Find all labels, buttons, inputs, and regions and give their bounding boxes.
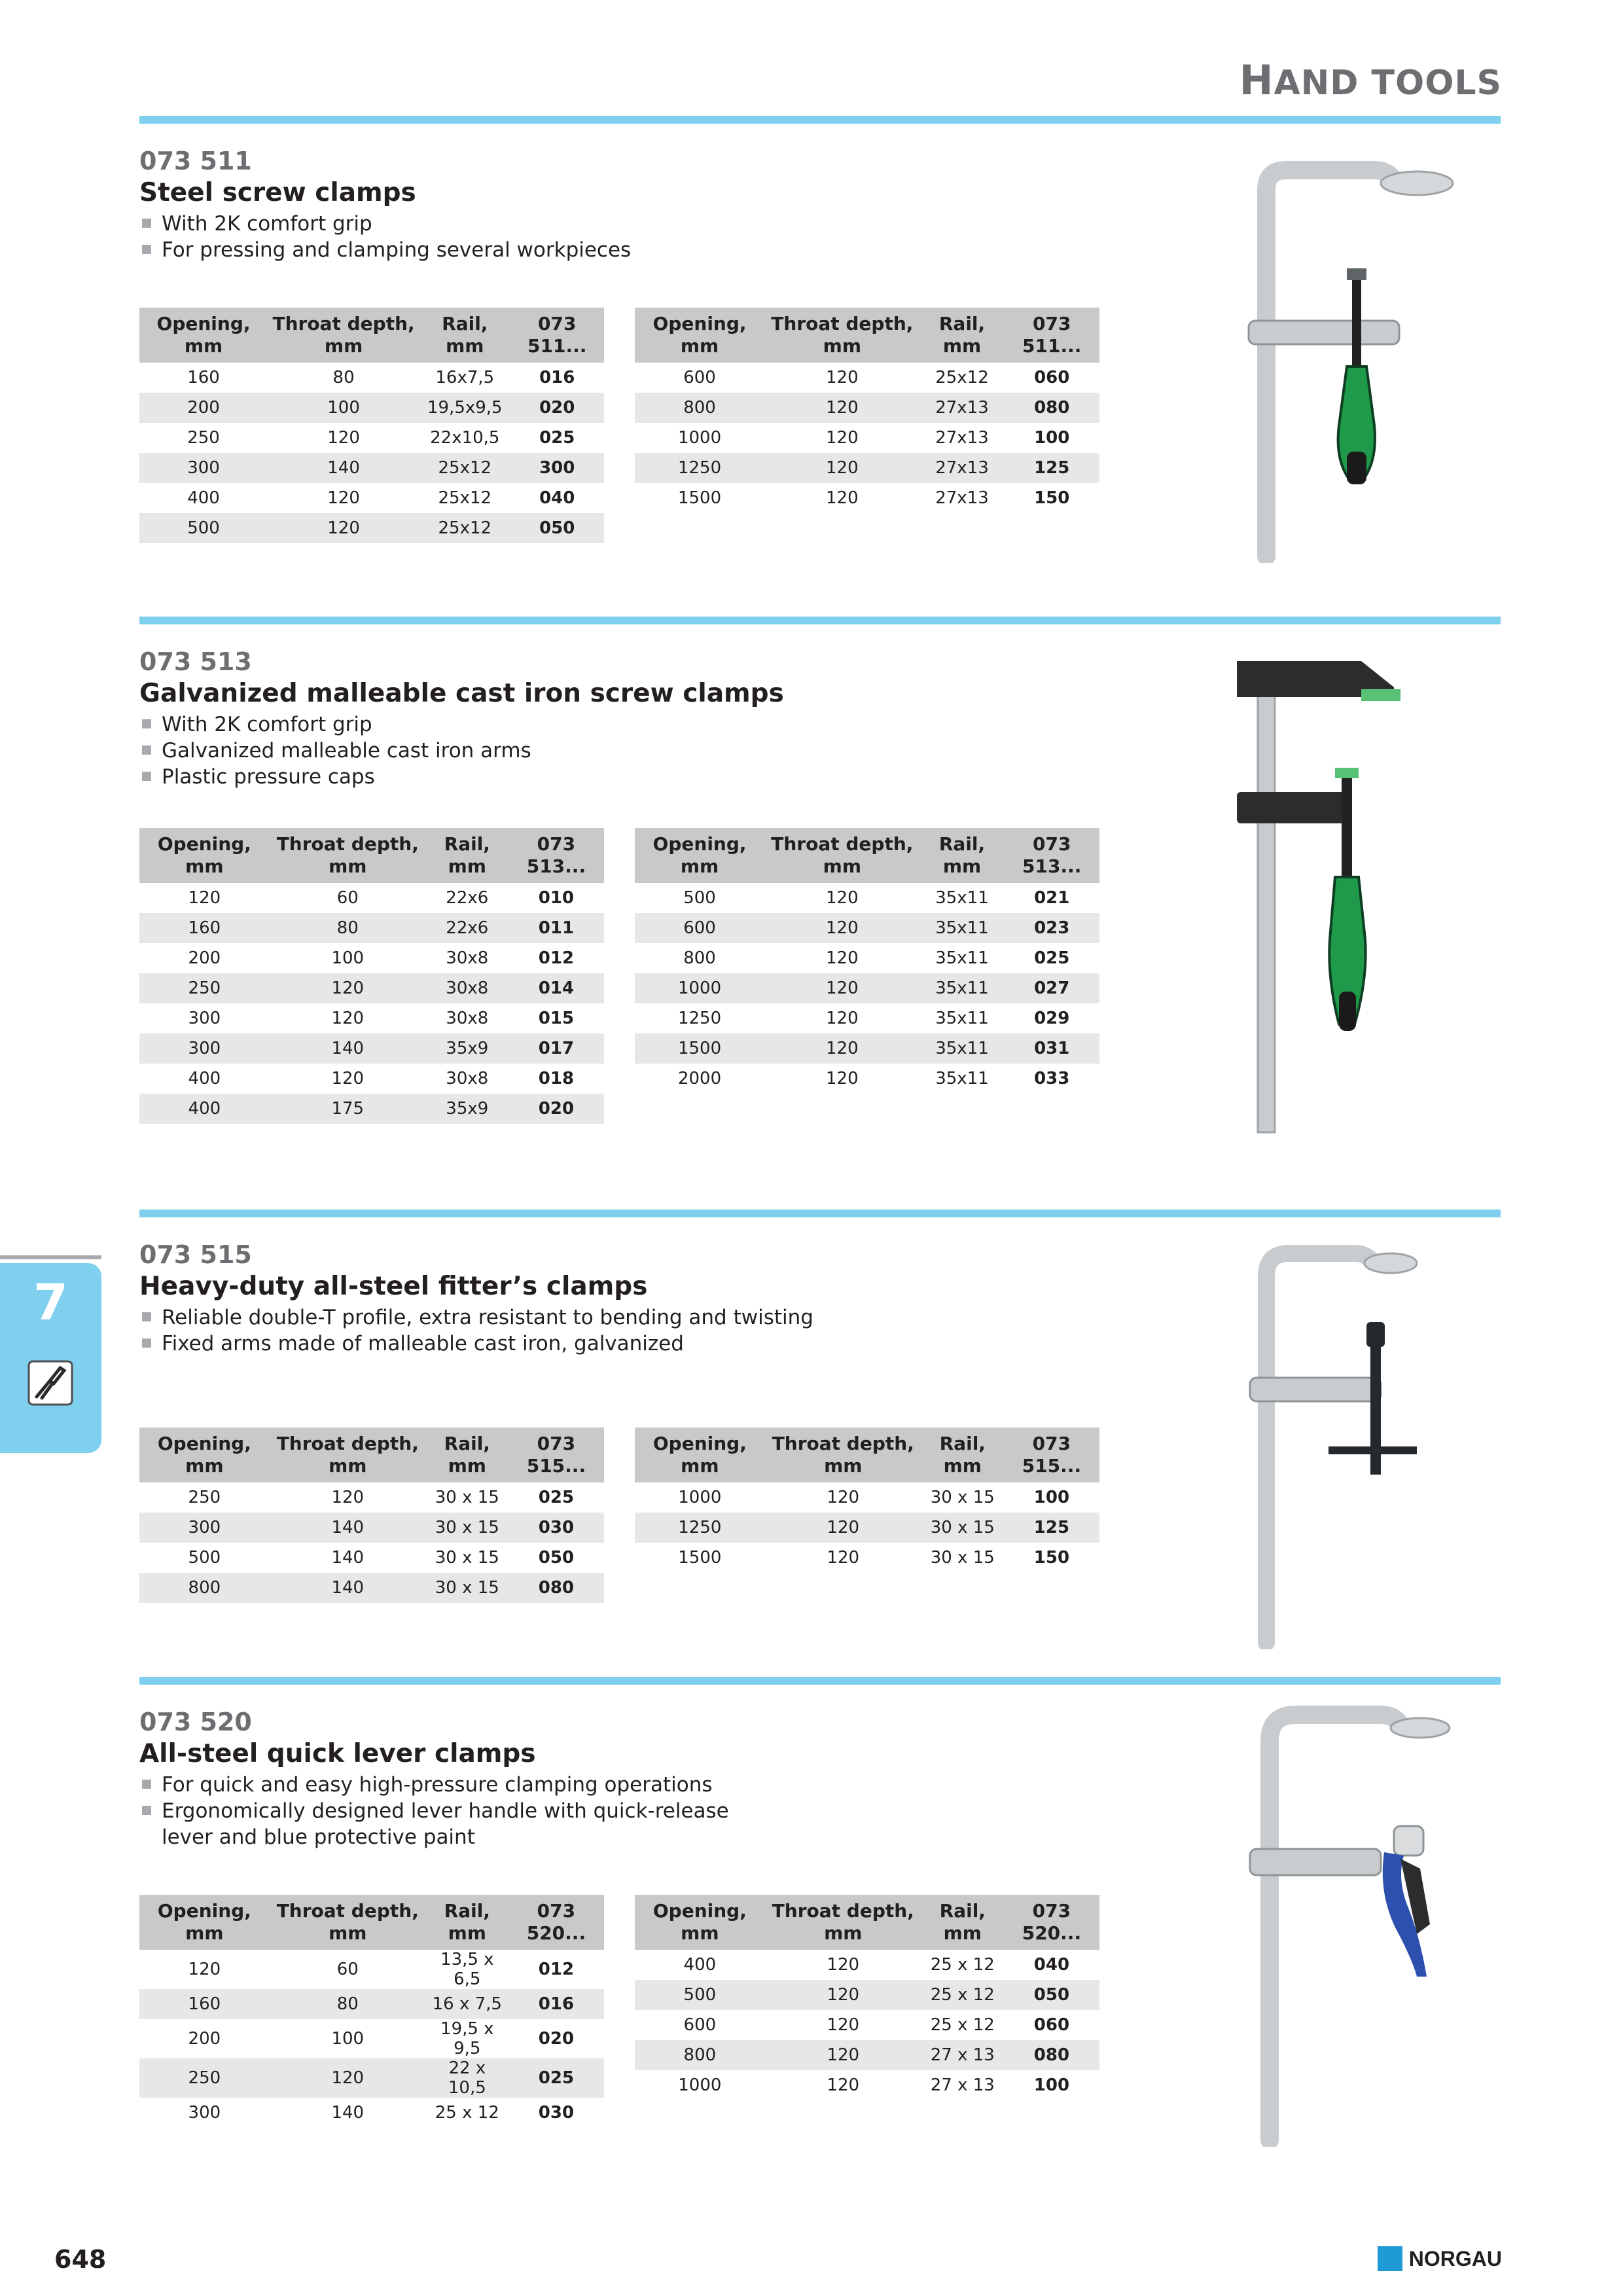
table-cell: 200 xyxy=(188,2029,221,2049)
table-cell: 200 xyxy=(139,393,268,423)
article-number-cell: 150 xyxy=(1034,488,1070,508)
table-cell: 120 xyxy=(331,1488,365,1507)
table-cell: 120 xyxy=(268,513,419,543)
table-cell: 500 xyxy=(635,1980,765,2010)
steel-screw-clamp-image xyxy=(1230,151,1479,563)
article-number-cell: 018 xyxy=(538,1069,575,1088)
table-cell: 140 xyxy=(331,2103,365,2123)
table-cell: 600 xyxy=(683,368,716,387)
article-number-cell: 025 xyxy=(539,428,575,448)
table-cell: 1000 xyxy=(677,428,722,448)
table-cell: 30x8 xyxy=(446,948,489,968)
table-row xyxy=(139,1064,604,1094)
table-cell: 250 xyxy=(187,428,220,448)
table-row xyxy=(635,393,1099,423)
table-cell: 30 x 15 xyxy=(435,1548,499,1568)
spec-table xyxy=(635,828,1099,1094)
article-number-cell: 025 xyxy=(538,1488,575,1507)
table-cell: 19,5x9,5 xyxy=(419,393,510,423)
column-header: Opening, mm xyxy=(635,828,764,883)
column-header: Rail, mm xyxy=(426,1895,508,1950)
article-number-cell: 100 xyxy=(1033,1488,1070,1507)
article-number-cell: 050 xyxy=(1004,1980,1099,2010)
table-row xyxy=(139,1003,604,1033)
page-number: 648 xyxy=(54,2245,107,2274)
table-row xyxy=(635,1482,1099,1513)
article-number-cell: 017 xyxy=(508,1033,604,1064)
table-row xyxy=(139,913,604,943)
table-row xyxy=(635,1513,1099,1543)
column-header: Rail, mm xyxy=(921,1427,1004,1482)
article-number-cell: 033 xyxy=(1034,1069,1070,1088)
table-cell: 120 xyxy=(270,2058,426,2098)
table-header-row xyxy=(139,1895,604,1950)
table-cell: 27x13 xyxy=(920,453,1005,483)
table-cell: 160 xyxy=(187,368,220,387)
table-cell: 1500 xyxy=(678,1548,722,1568)
table-cell: 35x9 xyxy=(426,1094,508,1124)
article-number-cell: 016 xyxy=(508,1989,604,2019)
table-row xyxy=(139,1573,604,1603)
table-cell: 120 xyxy=(764,1033,919,1064)
table-cell: 500 xyxy=(683,888,716,908)
table-cell: 25 x 12 xyxy=(930,1955,995,1975)
column-header: Opening, mm xyxy=(139,1427,270,1482)
table-cell: 30 x 15 xyxy=(426,1573,508,1603)
article-number-cell: 029 xyxy=(1034,1009,1070,1028)
feature-item: For quick and easy high-pressure clamping operations xyxy=(139,1772,741,1798)
table-cell: 120 xyxy=(764,913,919,943)
article-number-cell: 014 xyxy=(508,973,604,1003)
table-cell: 500 xyxy=(188,1548,221,1568)
article-number-cell: 150 xyxy=(1033,1548,1070,1568)
table-cell: 800 xyxy=(139,1573,270,1603)
column-header: 073 511... xyxy=(510,308,604,363)
table-row xyxy=(139,513,604,543)
article-number-cell: 030 xyxy=(508,1513,604,1543)
quick-lever-clamp-image xyxy=(1230,1689,1466,2147)
column-header: Rail, mm xyxy=(921,1895,1004,1950)
table-cell: 120 xyxy=(826,368,859,387)
spec-table xyxy=(635,1895,1099,2100)
table-cell: 400 xyxy=(683,1955,717,1975)
table-cell: 1500 xyxy=(677,488,722,508)
brand-logo xyxy=(1378,2245,1502,2272)
table-cell: 120 xyxy=(827,2075,860,2095)
article-number-cell: 016 xyxy=(539,368,575,387)
table-row xyxy=(635,973,1099,1003)
table-cell: 120 xyxy=(826,1069,859,1088)
table-row xyxy=(139,1989,604,2019)
table-cell: 120 xyxy=(827,1955,860,1975)
column-header: 073 513... xyxy=(508,828,604,883)
table-row xyxy=(139,1094,604,1124)
table-header-row xyxy=(139,828,604,883)
table-cell: 1500 xyxy=(635,1033,764,1064)
table-cell: 120 xyxy=(764,973,919,1003)
table-cell: 25 x 12 xyxy=(435,2103,499,2123)
article-number-cell: 025 xyxy=(508,2058,604,2098)
table-cell: 25x12 xyxy=(419,513,510,543)
article-number-cell: 010 xyxy=(538,888,575,908)
table-cell: 175 xyxy=(270,1094,426,1124)
table-cell: 120 xyxy=(331,1069,365,1088)
spec-table xyxy=(635,1427,1099,1573)
feature-item: For pressing and clamping several workpieces xyxy=(139,237,1501,263)
table-header-row xyxy=(635,828,1099,883)
table-cell: 600 xyxy=(635,913,764,943)
table-header-row xyxy=(635,1427,1099,1482)
table-cell: 120 xyxy=(327,488,360,508)
spec-table xyxy=(139,828,604,1124)
article-number-cell: 125 xyxy=(1004,453,1099,483)
product-code: 073 513 xyxy=(139,647,252,676)
article-number-cell: 040 xyxy=(1033,1955,1070,1975)
article-number-cell: 040 xyxy=(539,488,575,508)
table-cell: 25x12 xyxy=(419,453,510,483)
article-number-cell: 012 xyxy=(538,948,575,968)
table-cell: 60 xyxy=(336,888,359,908)
article-number-cell: 031 xyxy=(1004,1033,1099,1064)
article-number-cell: 300 xyxy=(510,453,604,483)
table-row xyxy=(635,1950,1099,1980)
table-row xyxy=(635,1543,1099,1573)
table-header-row xyxy=(139,1427,604,1482)
table-cell: 1000 xyxy=(678,1488,722,1507)
table-cell: 35x11 xyxy=(935,1009,989,1028)
feature-item: Plastic pressure caps xyxy=(139,764,1501,790)
table-row xyxy=(139,2019,604,2058)
feature-list xyxy=(139,1772,741,1850)
table-row xyxy=(635,943,1099,973)
table-cell: 35x11 xyxy=(935,1069,989,1088)
table-cell: 25 x 12 xyxy=(921,1980,1004,2010)
brand-name: NORGAU xyxy=(1408,2246,1502,2270)
table-cell: 19,5 x 9,5 xyxy=(440,2019,494,2058)
column-header: Throat depth, mm xyxy=(270,828,426,883)
column-header: 073 511... xyxy=(1004,308,1099,363)
table-cell: 27x13 xyxy=(935,428,989,448)
table-row xyxy=(139,2098,604,2128)
table-row xyxy=(139,393,604,423)
table-cell: 1000 xyxy=(678,2075,722,2095)
table-row xyxy=(139,423,604,453)
table-cell: 300 xyxy=(139,1033,270,1064)
feature-item: Ergonomically designed lever handle with quick-release lever and blue protective paint xyxy=(139,1798,741,1850)
column-header: Throat depth, mm xyxy=(765,1895,921,1950)
table-cell: 16 x 7,5 xyxy=(426,1989,508,2019)
table-row xyxy=(139,943,604,973)
article-number-cell: 011 xyxy=(508,913,604,943)
article-number-cell: 050 xyxy=(538,1548,575,1568)
article-number-cell: 080 xyxy=(1004,2040,1099,2070)
feature-item: Fixed arms made of malleable cast iron, galvanized xyxy=(139,1331,1501,1357)
table-cell: 1250 xyxy=(635,453,764,483)
table-cell: 30 x 15 xyxy=(435,1488,499,1507)
table-cell: 120 xyxy=(270,973,426,1003)
table-row xyxy=(635,2070,1099,2100)
table-row xyxy=(635,1003,1099,1033)
table-cell: 30 x 15 xyxy=(930,1488,995,1507)
table-row xyxy=(139,1543,604,1573)
chapter-tab[interactable] xyxy=(0,1263,101,1453)
table-cell: 800 xyxy=(635,393,764,423)
table-cell: 120 xyxy=(827,1488,860,1507)
table-cell: 80 xyxy=(270,1989,426,2019)
table-cell: 27x13 xyxy=(935,488,989,508)
product-title: Heavy-duty all-steel fitter’s clamps xyxy=(139,1272,648,1301)
article-number-cell: 080 xyxy=(508,1573,604,1603)
table-row xyxy=(635,1033,1099,1064)
table-cell: 35x11 xyxy=(920,1033,1005,1064)
table-cell: 35x11 xyxy=(935,888,989,908)
article-number-cell: 023 xyxy=(1004,913,1099,943)
section-divider xyxy=(139,1210,1501,1217)
table-cell: 800 xyxy=(683,948,716,968)
table-cell: 300 xyxy=(139,1513,270,1543)
table-row xyxy=(139,1033,604,1064)
article-number-cell: 025 xyxy=(1034,948,1070,968)
galvanized-screw-clamp-image xyxy=(1230,651,1466,1136)
table-cell: 140 xyxy=(270,1573,426,1603)
table-cell: 30x8 xyxy=(446,1069,489,1088)
table-cell: 1000 xyxy=(635,973,764,1003)
table-cell: 120 xyxy=(331,1009,365,1028)
table-cell: 80 xyxy=(332,368,355,387)
table-cell: 25 x 12 xyxy=(930,2015,995,2035)
article-number-cell: 012 xyxy=(538,1960,575,1979)
table-cell: 22x10,5 xyxy=(430,428,500,448)
table-row xyxy=(635,2040,1099,2070)
table-cell: 120 xyxy=(826,1009,859,1028)
table-row xyxy=(139,973,604,1003)
column-header: Opening, mm xyxy=(139,1895,270,1950)
table-row xyxy=(139,1513,604,1543)
column-header: Opening, mm xyxy=(635,1427,765,1482)
table-cell: 800 xyxy=(635,2040,765,2070)
table-row xyxy=(139,2058,604,2098)
table-cell: 13,5 x 6,5 xyxy=(440,1950,494,1989)
table-cell: 300 xyxy=(139,453,268,483)
table-cell: 80 xyxy=(270,913,426,943)
column-header: Throat depth, mm xyxy=(765,1427,921,1482)
table-cell: 140 xyxy=(270,1513,426,1543)
feature-item: Galvanized malleable cast iron arms xyxy=(139,738,1501,764)
column-header: Rail, mm xyxy=(419,308,510,363)
product-title: All-steel quick lever clamps xyxy=(139,1739,536,1768)
table-cell: 120 xyxy=(764,453,919,483)
table-cell: 400 xyxy=(188,1069,221,1088)
table-cell: 120 xyxy=(765,1513,921,1543)
article-number-cell: 020 xyxy=(508,1094,604,1124)
column-header: 073 520... xyxy=(1004,1895,1099,1950)
product-title: Galvanized malleable cast iron screw clamps xyxy=(139,679,784,708)
table-row xyxy=(139,363,604,393)
table-cell: 1250 xyxy=(635,1513,765,1543)
table-cell: 400 xyxy=(139,1094,270,1124)
table-cell: 2000 xyxy=(677,1069,722,1088)
article-number-cell: 020 xyxy=(538,2029,575,2049)
column-header: Throat depth, mm xyxy=(268,308,419,363)
article-number-cell: 050 xyxy=(510,513,604,543)
table-header-row xyxy=(635,308,1099,363)
page-header-title: HAND TOOLS xyxy=(1239,56,1502,104)
chapter-tab-divider xyxy=(0,1255,101,1259)
spec-table xyxy=(139,1895,604,2128)
article-number-cell: 027 xyxy=(1004,973,1099,1003)
table-row xyxy=(139,483,604,513)
table-cell: 35x9 xyxy=(426,1033,508,1064)
column-header: 073 513... xyxy=(1004,828,1099,883)
feature-item: Reliable double-T profile, extra resistant to bending and twisting xyxy=(139,1304,1501,1331)
table-row xyxy=(635,2010,1099,2040)
product-title: Steel screw clamps xyxy=(139,178,416,207)
article-number-cell: 060 xyxy=(1034,368,1070,387)
table-cell: 600 xyxy=(683,2015,717,2035)
table-cell: 120 xyxy=(826,948,859,968)
feature-item: With 2K comfort grip xyxy=(139,711,1501,738)
table-row xyxy=(635,423,1099,453)
table-row xyxy=(139,1482,604,1513)
product-code: 073 511 xyxy=(139,147,252,175)
table-cell: 250 xyxy=(139,973,270,1003)
table-cell: 140 xyxy=(331,1548,365,1568)
table-cell: 120 xyxy=(827,1548,860,1568)
table-cell: 25x12 xyxy=(438,488,492,508)
section-divider xyxy=(139,116,1501,124)
table-cell: 35x11 xyxy=(920,973,1005,1003)
brand-square-icon xyxy=(1378,2246,1402,2271)
table-cell: 100 xyxy=(331,2029,365,2049)
table-cell: 30x8 xyxy=(446,1009,489,1028)
table-cell: 250 xyxy=(139,2058,270,2098)
table-cell: 160 xyxy=(139,1989,270,2019)
table-header-row xyxy=(139,308,604,363)
table-cell: 35x11 xyxy=(935,948,989,968)
table-cell: 25x12 xyxy=(935,368,989,387)
column-header: Throat depth, mm xyxy=(764,308,919,363)
fitters-clamp-image xyxy=(1230,1230,1466,1649)
table-cell: 22x6 xyxy=(426,913,508,943)
table-cell: 30 x 15 xyxy=(426,1513,508,1543)
table-cell: 100 xyxy=(268,393,419,423)
table-cell: 140 xyxy=(270,1033,426,1064)
column-header: Rail, mm xyxy=(426,1427,508,1482)
table-row xyxy=(139,1950,604,1989)
column-header: 073 515... xyxy=(1004,1427,1099,1482)
column-header: Opening, mm xyxy=(635,308,764,363)
column-header: Throat depth, mm xyxy=(764,828,919,883)
table-cell: 120 xyxy=(826,428,859,448)
chapter-number: 7 xyxy=(33,1273,68,1331)
table-cell: 160 xyxy=(139,913,270,943)
article-number-cell: 020 xyxy=(510,393,604,423)
table-cell: 100 xyxy=(331,948,365,968)
column-header: Throat depth, mm xyxy=(270,1427,426,1482)
article-number-cell: 015 xyxy=(538,1009,575,1028)
article-number-cell: 125 xyxy=(1004,1513,1099,1543)
table-cell: 120 xyxy=(188,1960,221,1979)
column-header: Rail, mm xyxy=(920,308,1005,363)
table-cell: 1250 xyxy=(677,1009,722,1028)
column-header: Rail, mm xyxy=(426,828,508,883)
column-header: 073 515... xyxy=(508,1427,604,1482)
table-row xyxy=(635,453,1099,483)
article-number-cell: 030 xyxy=(538,2103,575,2123)
table-cell: 30 x 15 xyxy=(921,1513,1004,1543)
column-header: Rail, mm xyxy=(920,828,1005,883)
article-number-cell: 100 xyxy=(1033,2075,1070,2095)
table-cell: 120 xyxy=(765,2040,921,2070)
table-row xyxy=(139,883,604,913)
table-cell: 60 xyxy=(336,1960,359,1979)
table-row xyxy=(635,483,1099,513)
column-header: Opening, mm xyxy=(635,1895,765,1950)
table-cell: 200 xyxy=(188,948,221,968)
table-cell: 120 xyxy=(764,393,919,423)
table-cell: 120 xyxy=(765,1980,921,2010)
column-header: Opening, mm xyxy=(139,308,268,363)
table-cell: 120 xyxy=(826,488,859,508)
table-cell: 27 x 13 xyxy=(930,2075,995,2095)
section-divider xyxy=(139,1677,1501,1685)
table-row xyxy=(635,1064,1099,1094)
table-cell: 300 xyxy=(188,1009,221,1028)
table-cell: 30x8 xyxy=(426,973,508,1003)
table-cell: 22x6 xyxy=(446,888,489,908)
article-number-cell: 060 xyxy=(1033,2015,1070,2035)
table-row xyxy=(635,363,1099,393)
table-cell: 300 xyxy=(188,2103,221,2123)
pliers-icon xyxy=(27,1360,73,1406)
table-row xyxy=(139,453,604,483)
table-cell: 22 x 10,5 xyxy=(426,2058,508,2098)
column-header: Throat depth, mm xyxy=(270,1895,426,1950)
table-cell: 250 xyxy=(188,1488,221,1507)
column-header: Opening, mm xyxy=(139,828,270,883)
article-number-cell: 100 xyxy=(1034,428,1070,448)
table-cell: 500 xyxy=(139,513,268,543)
table-row xyxy=(635,883,1099,913)
table-cell: 35x11 xyxy=(920,913,1005,943)
table-cell: 120 xyxy=(827,2015,860,2035)
spec-table xyxy=(635,308,1099,513)
feature-item: With 2K comfort grip xyxy=(139,211,1501,237)
table-cell: 120 xyxy=(188,888,221,908)
table-cell: 27 x 13 xyxy=(921,2040,1004,2070)
article-number-cell: 021 xyxy=(1034,888,1070,908)
table-cell: 30 x 15 xyxy=(930,1548,995,1568)
article-number-cell: 080 xyxy=(1004,393,1099,423)
spec-table xyxy=(139,308,604,543)
product-code: 073 515 xyxy=(139,1240,252,1269)
table-row xyxy=(635,1980,1099,2010)
spec-table xyxy=(139,1427,604,1603)
table-header-row xyxy=(635,1895,1099,1950)
section-divider xyxy=(139,617,1501,624)
product-code: 073 520 xyxy=(139,1708,252,1736)
column-header: 073 520... xyxy=(508,1895,604,1950)
table-cell: 140 xyxy=(268,453,419,483)
table-cell: 400 xyxy=(187,488,220,508)
table-cell: 120 xyxy=(826,888,859,908)
table-cell: 27x13 xyxy=(920,393,1005,423)
table-cell: 16x7,5 xyxy=(435,368,495,387)
table-cell: 120 xyxy=(327,428,360,448)
table-row xyxy=(635,913,1099,943)
